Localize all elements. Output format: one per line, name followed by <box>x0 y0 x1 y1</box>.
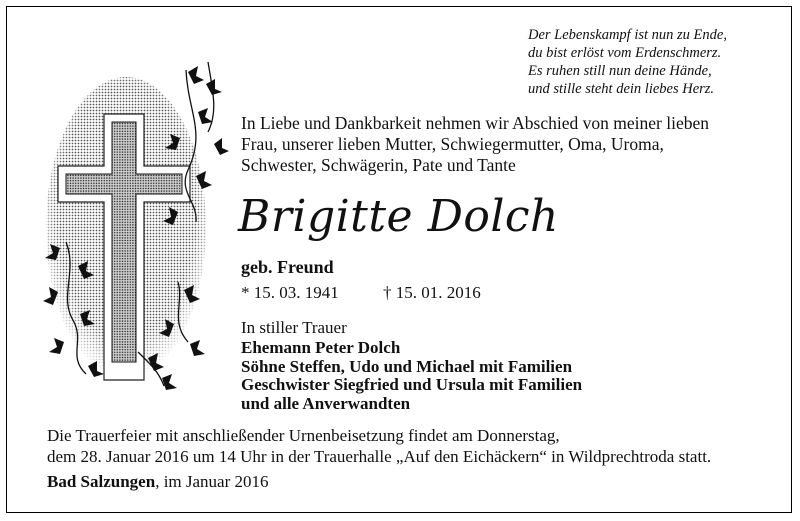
intro-line: Frau, unserer lieben Mutter, Schwiegermutter, Oma, Uroma, <box>241 134 664 154</box>
funeral-info <box>47 425 711 467</box>
mourner-line: Ehemann Peter Dolch <box>241 338 401 357</box>
farewell-intro <box>241 113 771 176</box>
birth-date: * 15. 03. 1941 <box>241 283 339 302</box>
place-date-text: , im Januar 2016 <box>155 472 269 491</box>
place-date <box>47 471 269 492</box>
intro-line: In Liebe und Dankbarkeit nehmen wir Abschied von meiner lieben <box>241 113 709 133</box>
poem-line: und stille steht dein liebes Herz. <box>528 81 715 97</box>
poem-line: Der Lebenskampf ist nun zu Ende, <box>528 27 727 43</box>
maiden-name: geb. Freund <box>241 257 334 277</box>
mourner-line: Geschwister Siegfried und Ursula mit Familien <box>241 375 583 394</box>
funeral-line: dem 28. Januar 2016 um 14 Uhr in der Trauerhalle „Auf den Eichäckern“ in Wildprechtroda statt. <box>47 447 712 466</box>
intro-line: Schwester, Schwägerin, Pate und Tante <box>241 155 516 175</box>
mourning-label: In stiller Trauer <box>241 318 347 337</box>
poem-line: Es ruhen still nun deine Hände, <box>528 63 712 79</box>
poem-line: du bist erlöst vom Erdenschmerz. <box>528 45 722 61</box>
cross-with-ivy-icon <box>38 52 238 390</box>
place-city: Bad Salzungen <box>47 472 156 491</box>
deceased-name: Brigitte Dolch <box>238 191 559 242</box>
mourner-line: und alle Anverwandten <box>241 393 411 413</box>
funeral-line: Die Trauerfeier mit anschließender Urnenbeisetzung findet am Donnerstag, <box>47 426 560 445</box>
mourners-list <box>241 339 582 413</box>
mourner-line: Söhne Steffen, Udo und Michael mit Familien <box>241 356 573 376</box>
death-date: † 15. 01. 2016 <box>383 283 481 302</box>
memorial-poem <box>528 26 727 98</box>
